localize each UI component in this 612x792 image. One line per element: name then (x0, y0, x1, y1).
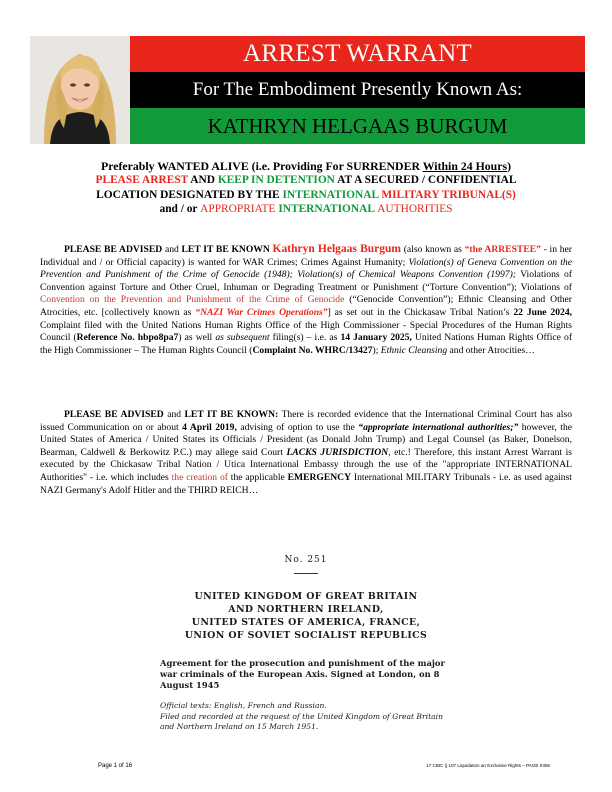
para-text: (“Genocide Convention”); Ethnic Cleansing and Other Atrocities, etc. [collectively known as (40, 294, 572, 318)
ethnic-cleansing: Ethnic Cleansing (380, 344, 448, 356)
filing-date: 14 January 2025, (340, 332, 412, 344)
para-text: and (163, 409, 185, 420)
para-text: however, the United States of America / United States its Officials / President (as Donald John Trump) and Legal Counsel (as Baker, Donelson, Bearman, Caldwell & Berkowitz P.C.) may allege said Court (40, 421, 572, 458)
subject-name: KATHRYN HELGAAS BURGUM (207, 113, 508, 138)
arrestee-label: “the ARRESTEE” (464, 244, 541, 255)
military-tribunal-text: MILITARY TRIBUNAL(S) (381, 188, 516, 201)
treaty-excerpt (150, 555, 462, 732)
heading-line-2 (40, 173, 572, 187)
heading-text: AT A SECURED / CONFIDENTIAL (334, 174, 517, 187)
creation-text: the creation of (171, 471, 228, 483)
heading-line-1 (40, 159, 572, 173)
page-number: Page 1 of 16 (98, 763, 133, 769)
para-text: , etc.! Therefore, this instant Arrest Warrant is executed by the Chickasaw Tribal Nation / Utica International Embassy through the use of the "appropriate INTERNATIONAL Authorities" - i.e. which includes (40, 446, 572, 483)
para-text: ); (372, 344, 381, 356)
para-text: (also known as (400, 244, 465, 255)
warrant-subtitle: For The Embodiment Presently Known As: (192, 79, 523, 100)
treaty-number: No. 251 (284, 555, 328, 565)
para-text: ) as well (178, 332, 216, 344)
portrait-image (30, 36, 130, 144)
subject-name-inline: Kathryn Helgaas Burgum (272, 243, 401, 255)
heading-text: and / or (159, 203, 201, 216)
para-text: International MILITARY Tribunals - i.e. as used against NAZI Germany's Adolf Hitler and the THIRD REICH… (40, 471, 572, 496)
heading-line-4 (40, 202, 572, 216)
para-text: There is recorded evidence that the International Criminal Court has also issued Communication on or about (40, 409, 572, 433)
para-text: and other Atrocities… (447, 344, 535, 356)
warrant-heading (40, 159, 572, 217)
footer-reference: 17 CBIC || 107 Liquidation an Exclusive Rights – PAGE 0306 (426, 763, 550, 768)
nazi-operations: “NAZI War Crimes Operations” (195, 306, 328, 318)
warrant-banner (30, 36, 585, 144)
lacks-jurisdiction: LACKS JURISDICTION (286, 446, 389, 458)
treaty-agreement: Agreement for the prosecution and punishment of the major war criminals of the European Axis. Signed at London, on 8 August 1945 (160, 658, 445, 690)
geneva-violations: Violation(s) of Geneva Convention on the Prevention and Punishment of the Crime of Genocide (1948); Violation(s) of Chemical Weapons Convention (1997); (40, 256, 572, 281)
international-text: INTERNATIONAL (282, 188, 379, 201)
para-text: United Nations Human Rights Office of the High Commissioner – The Human Rights Council ( (40, 332, 573, 356)
para-text: the applicable (227, 471, 288, 483)
treaty-party-line: UNION OF SOVIET SOCIALIST REPUBLICS (184, 630, 428, 641)
treaty-official-texts: Official texts: English, French and Russian. (160, 701, 327, 710)
para-text: Violations of Convention against Torture and Other Cruel, Inhuman or Degrading Treatment or Punishment (“Torture Convention”); Violations of (40, 269, 573, 293)
para-text: Complaint filed with the United Nations Human Rights Office of the High Commissioner - Special Procedures of the Human Rights Council ( (40, 319, 572, 344)
name-band (130, 108, 585, 144)
reference-number: Reference No. hbpo8pa7 (76, 332, 179, 344)
para-text: - in her Individual and / or Official capacity) is wanted for WAR Crimes; Crimes Against Humanity; (40, 244, 572, 268)
appropriate-authorities: “appropriate international authorities;” (358, 421, 519, 433)
emergency-text: EMERGENCY (287, 471, 352, 483)
genocide-convention: Convention on the Prevention and Punishment of the Crime of Genocide (40, 294, 345, 306)
heading-text: Preferably WANTED ALIVE (i.e. Providing For SURRENDER (101, 159, 423, 173)
subject-photo (30, 36, 130, 144)
para-italic: as subsequent (215, 332, 270, 344)
treaty-party-line: UNITED STATES OF AMERICA, FRANCE, (191, 617, 421, 628)
heading-line-3 (40, 188, 572, 202)
subtitle-band (130, 72, 585, 108)
title-band (130, 36, 585, 72)
authorities-text: AUTHORITIES (377, 203, 453, 216)
para-text: ] as set out in the Chickasaw Tribal Nation’s (327, 306, 514, 318)
para-text: advising of option to use the (236, 421, 359, 433)
please-arrest-text: PLEASE ARREST (95, 174, 189, 187)
paragraph-1 (40, 243, 572, 357)
icc-date: 4 April 2019, (182, 421, 237, 433)
para-lead: LET IT BE KNOWN: (184, 409, 279, 420)
para-lead: LET IT BE KNOWN (181, 244, 270, 255)
heading-text: AND (188, 174, 218, 187)
paragraph-2 (40, 409, 572, 497)
warrant-title: ARREST WARRANT (242, 40, 472, 67)
heading-underlined: Within 24 Hours (422, 159, 508, 173)
heading-text: ) (507, 159, 511, 173)
international-text: INTERNATIONAL (278, 203, 375, 216)
appropriate-text: APPROPRIATE (200, 203, 276, 216)
para-lead: PLEASE BE ADVISED (64, 244, 163, 255)
para-lead: PLEASE BE ADVISED (64, 409, 164, 420)
treaty-filing-note: Filed and recorded at the request of the United Kingdom of Great Britain and Northern Ireland on 15 March 1951. (160, 712, 443, 731)
treaty-parties (150, 590, 462, 642)
treaty-divider (294, 573, 318, 574)
para-text: and (162, 244, 182, 255)
treaty-party-line: UNITED KINGDOM OF GREAT BRITAIN (194, 591, 418, 602)
keep-detention-text: KEEP IN DETENTION (217, 174, 335, 187)
heading-text: LOCATION DESIGNATED BY THE (96, 188, 283, 201)
complaint-date: 22 June 2024, (513, 306, 573, 318)
para-text: filing(s) – i.e. as (269, 332, 341, 344)
treaty-party-line: AND NORTHERN IRELAND, (228, 604, 384, 615)
complaint-number: Complaint No. WHRC/13427 (252, 344, 373, 356)
